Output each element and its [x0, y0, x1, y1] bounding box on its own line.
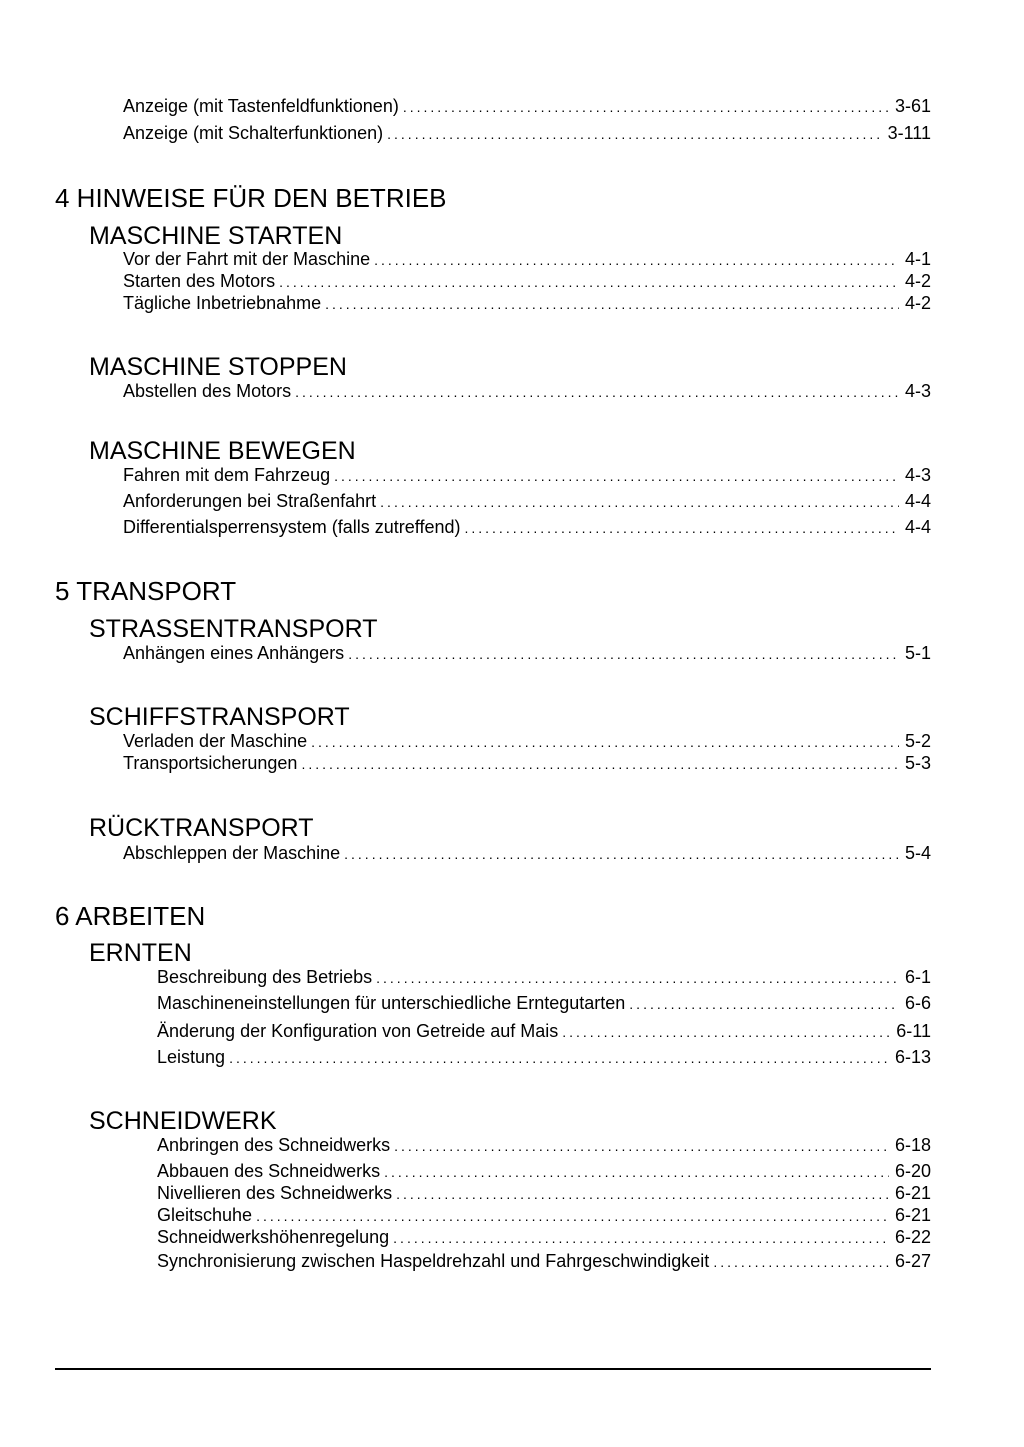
toc-entry-text: Anforderungen bei Straßenfahrt: [123, 491, 377, 511]
section-title: STRASSENTRANSPORT: [89, 615, 378, 643]
toc-leader-dots: [629, 993, 899, 1015]
toc-leader-dots: [713, 1251, 889, 1273]
toc-entry-text: Vor der Fahrt mit der Maschine: [123, 249, 371, 269]
toc-entry-text: Verladen der Maschine: [123, 731, 308, 751]
toc-entry-text: Anzeige (mit Tastenfeldfunktionen): [123, 96, 399, 116]
section-title: MASCHINE BEWEGEN: [89, 437, 356, 465]
toc-entry-page: 6-22: [894, 1227, 931, 1247]
toc-entry-page: 5-1: [904, 643, 931, 663]
toc-entry-page: 5-3: [904, 753, 931, 773]
toc-entry[interactable]: [123, 380, 931, 403]
toc-entry-text: Leistung: [157, 1047, 226, 1067]
toc-entry[interactable]: [123, 122, 931, 145]
toc-leader-dots: [374, 249, 899, 271]
toc-entry[interactable]: [123, 516, 931, 539]
toc-entry-page: 6-21: [894, 1183, 931, 1203]
toc-entry-text: Änderung der Konfiguration von Getreide auf Mais: [157, 1021, 559, 1041]
toc-entry-text: Anbringen des Schneidwerks: [157, 1135, 391, 1155]
toc-entry-page: 3-61: [894, 96, 931, 116]
toc-entry-page: 4-1: [904, 249, 931, 269]
toc-entry[interactable]: [157, 966, 931, 989]
toc-leader-dots: [384, 1161, 889, 1183]
toc-entry[interactable]: [157, 992, 931, 1015]
toc-leader-dots: [295, 381, 899, 403]
toc-entry[interactable]: [123, 730, 931, 753]
toc-entry-text: Differentialsperrensystem (falls zutreffend): [123, 517, 461, 537]
toc-entry-page: 6-27: [894, 1251, 931, 1271]
chapter-title: 4 HINWEISE FÜR DEN BETRIEB: [55, 183, 447, 213]
toc-leader-dots: [348, 643, 899, 665]
toc-entry-text: Transportsicherungen: [123, 753, 298, 773]
toc-entry-text: Starten des Motors: [123, 271, 276, 291]
toc-entry-page: 6-1: [904, 967, 931, 987]
section-title: ERNTEN: [89, 939, 192, 967]
toc-entry-page: 6-20: [894, 1161, 931, 1181]
toc-leader-dots: [464, 517, 899, 539]
toc-entry-page: 6-21: [894, 1205, 931, 1225]
toc-entry-page: 6-6: [904, 993, 931, 1013]
toc-leader-dots: [393, 1227, 889, 1249]
toc-entry[interactable]: [123, 842, 931, 865]
toc-entry[interactable]: [123, 248, 931, 271]
toc-entry-page: 3-111: [887, 123, 931, 143]
toc-entry[interactable]: [157, 1182, 931, 1205]
toc-entry-text: Tägliche Inbetriebnahme: [123, 293, 322, 313]
toc-leader-dots: [394, 1135, 889, 1157]
toc-entry-page: 5-4: [904, 843, 931, 863]
toc-leader-dots: [403, 96, 889, 118]
toc-entry-page: 4-2: [904, 271, 931, 291]
toc-leader-dots: [301, 753, 899, 775]
chapter-title: 6 ARBEITEN: [55, 901, 206, 931]
toc-leader-dots: [396, 1183, 889, 1205]
toc-leader-dots: [387, 123, 881, 145]
toc-entry-text: Abschleppen der Maschine: [123, 843, 341, 863]
toc-entry-page: 6-11: [896, 1021, 931, 1041]
toc-entry[interactable]: [123, 490, 931, 513]
toc-entry[interactable]: [157, 1020, 931, 1043]
toc-entry[interactable]: [157, 1226, 931, 1249]
toc-entry[interactable]: [123, 752, 931, 775]
footer-rule: [55, 1368, 931, 1370]
section-title: SCHNEIDWERK: [89, 1107, 277, 1135]
toc-entry[interactable]: [123, 464, 931, 487]
toc-leader-dots: [279, 271, 899, 293]
toc-entry-page: 6-13: [894, 1047, 931, 1067]
toc-entry-page: 6-18: [894, 1135, 931, 1155]
toc-entry[interactable]: [123, 292, 931, 315]
toc-entry-text: Fahren mit dem Fahrzeug: [123, 465, 331, 485]
toc-entry-page: 4-3: [904, 465, 931, 485]
toc-entry[interactable]: [157, 1134, 931, 1157]
toc-entry-page: 4-4: [904, 517, 931, 537]
toc-entry-text: Anhängen eines Anhängers: [123, 643, 345, 663]
toc-entry-page: 4-3: [904, 381, 931, 401]
toc-entry-text: Schneidwerkshöhenregelung: [157, 1227, 390, 1247]
toc-leader-dots: [562, 1021, 890, 1043]
toc-leader-dots: [256, 1205, 889, 1227]
toc-entry-text: Abbauen des Schneidwerks: [157, 1161, 381, 1181]
toc-entry-page: 4-2: [904, 293, 931, 313]
toc-entry-text: Synchronisierung zwischen Haspeldrehzahl und Fahrgeschwindigkeit: [157, 1251, 710, 1271]
toc-entry-page: 5-2: [904, 731, 931, 751]
chapter-title: 5 TRANSPORT: [55, 576, 237, 606]
section-title: MASCHINE STARTEN: [89, 222, 343, 250]
toc-entry-page: 4-4: [904, 491, 931, 511]
toc-entry[interactable]: [123, 270, 931, 293]
toc-entry[interactable]: [123, 95, 931, 118]
toc-entry[interactable]: [157, 1046, 931, 1069]
toc-entry-text: Beschreibung des Betriebs: [157, 967, 373, 987]
section-title: RÜCKTRANSPORT: [89, 814, 314, 842]
toc-leader-dots: [344, 843, 899, 865]
toc-entry-text: Gleitschuhe: [157, 1205, 253, 1225]
toc-entry-text: Nivellieren des Schneidwerks: [157, 1183, 393, 1203]
toc-entry-text: Anzeige (mit Schalterfunktionen): [123, 123, 384, 143]
toc-entry[interactable]: [157, 1160, 931, 1183]
toc-leader-dots: [311, 731, 899, 753]
toc-leader-dots: [376, 967, 899, 989]
section-title: SCHIFFSTRANSPORT: [89, 703, 350, 731]
section-title: MASCHINE STOPPEN: [89, 353, 347, 381]
toc-entry[interactable]: [123, 642, 931, 665]
toc-leader-dots: [380, 491, 899, 513]
toc-leader-dots: [229, 1047, 889, 1069]
toc-leader-dots: [334, 465, 899, 487]
toc-entry[interactable]: [157, 1250, 931, 1273]
toc-entry-text: Abstellen des Motors: [123, 381, 292, 401]
toc-entry[interactable]: [157, 1204, 931, 1227]
toc-entry-text: Maschineneinstellungen für unterschiedliche Erntegutarten: [157, 993, 626, 1013]
toc-leader-dots: [325, 293, 899, 315]
